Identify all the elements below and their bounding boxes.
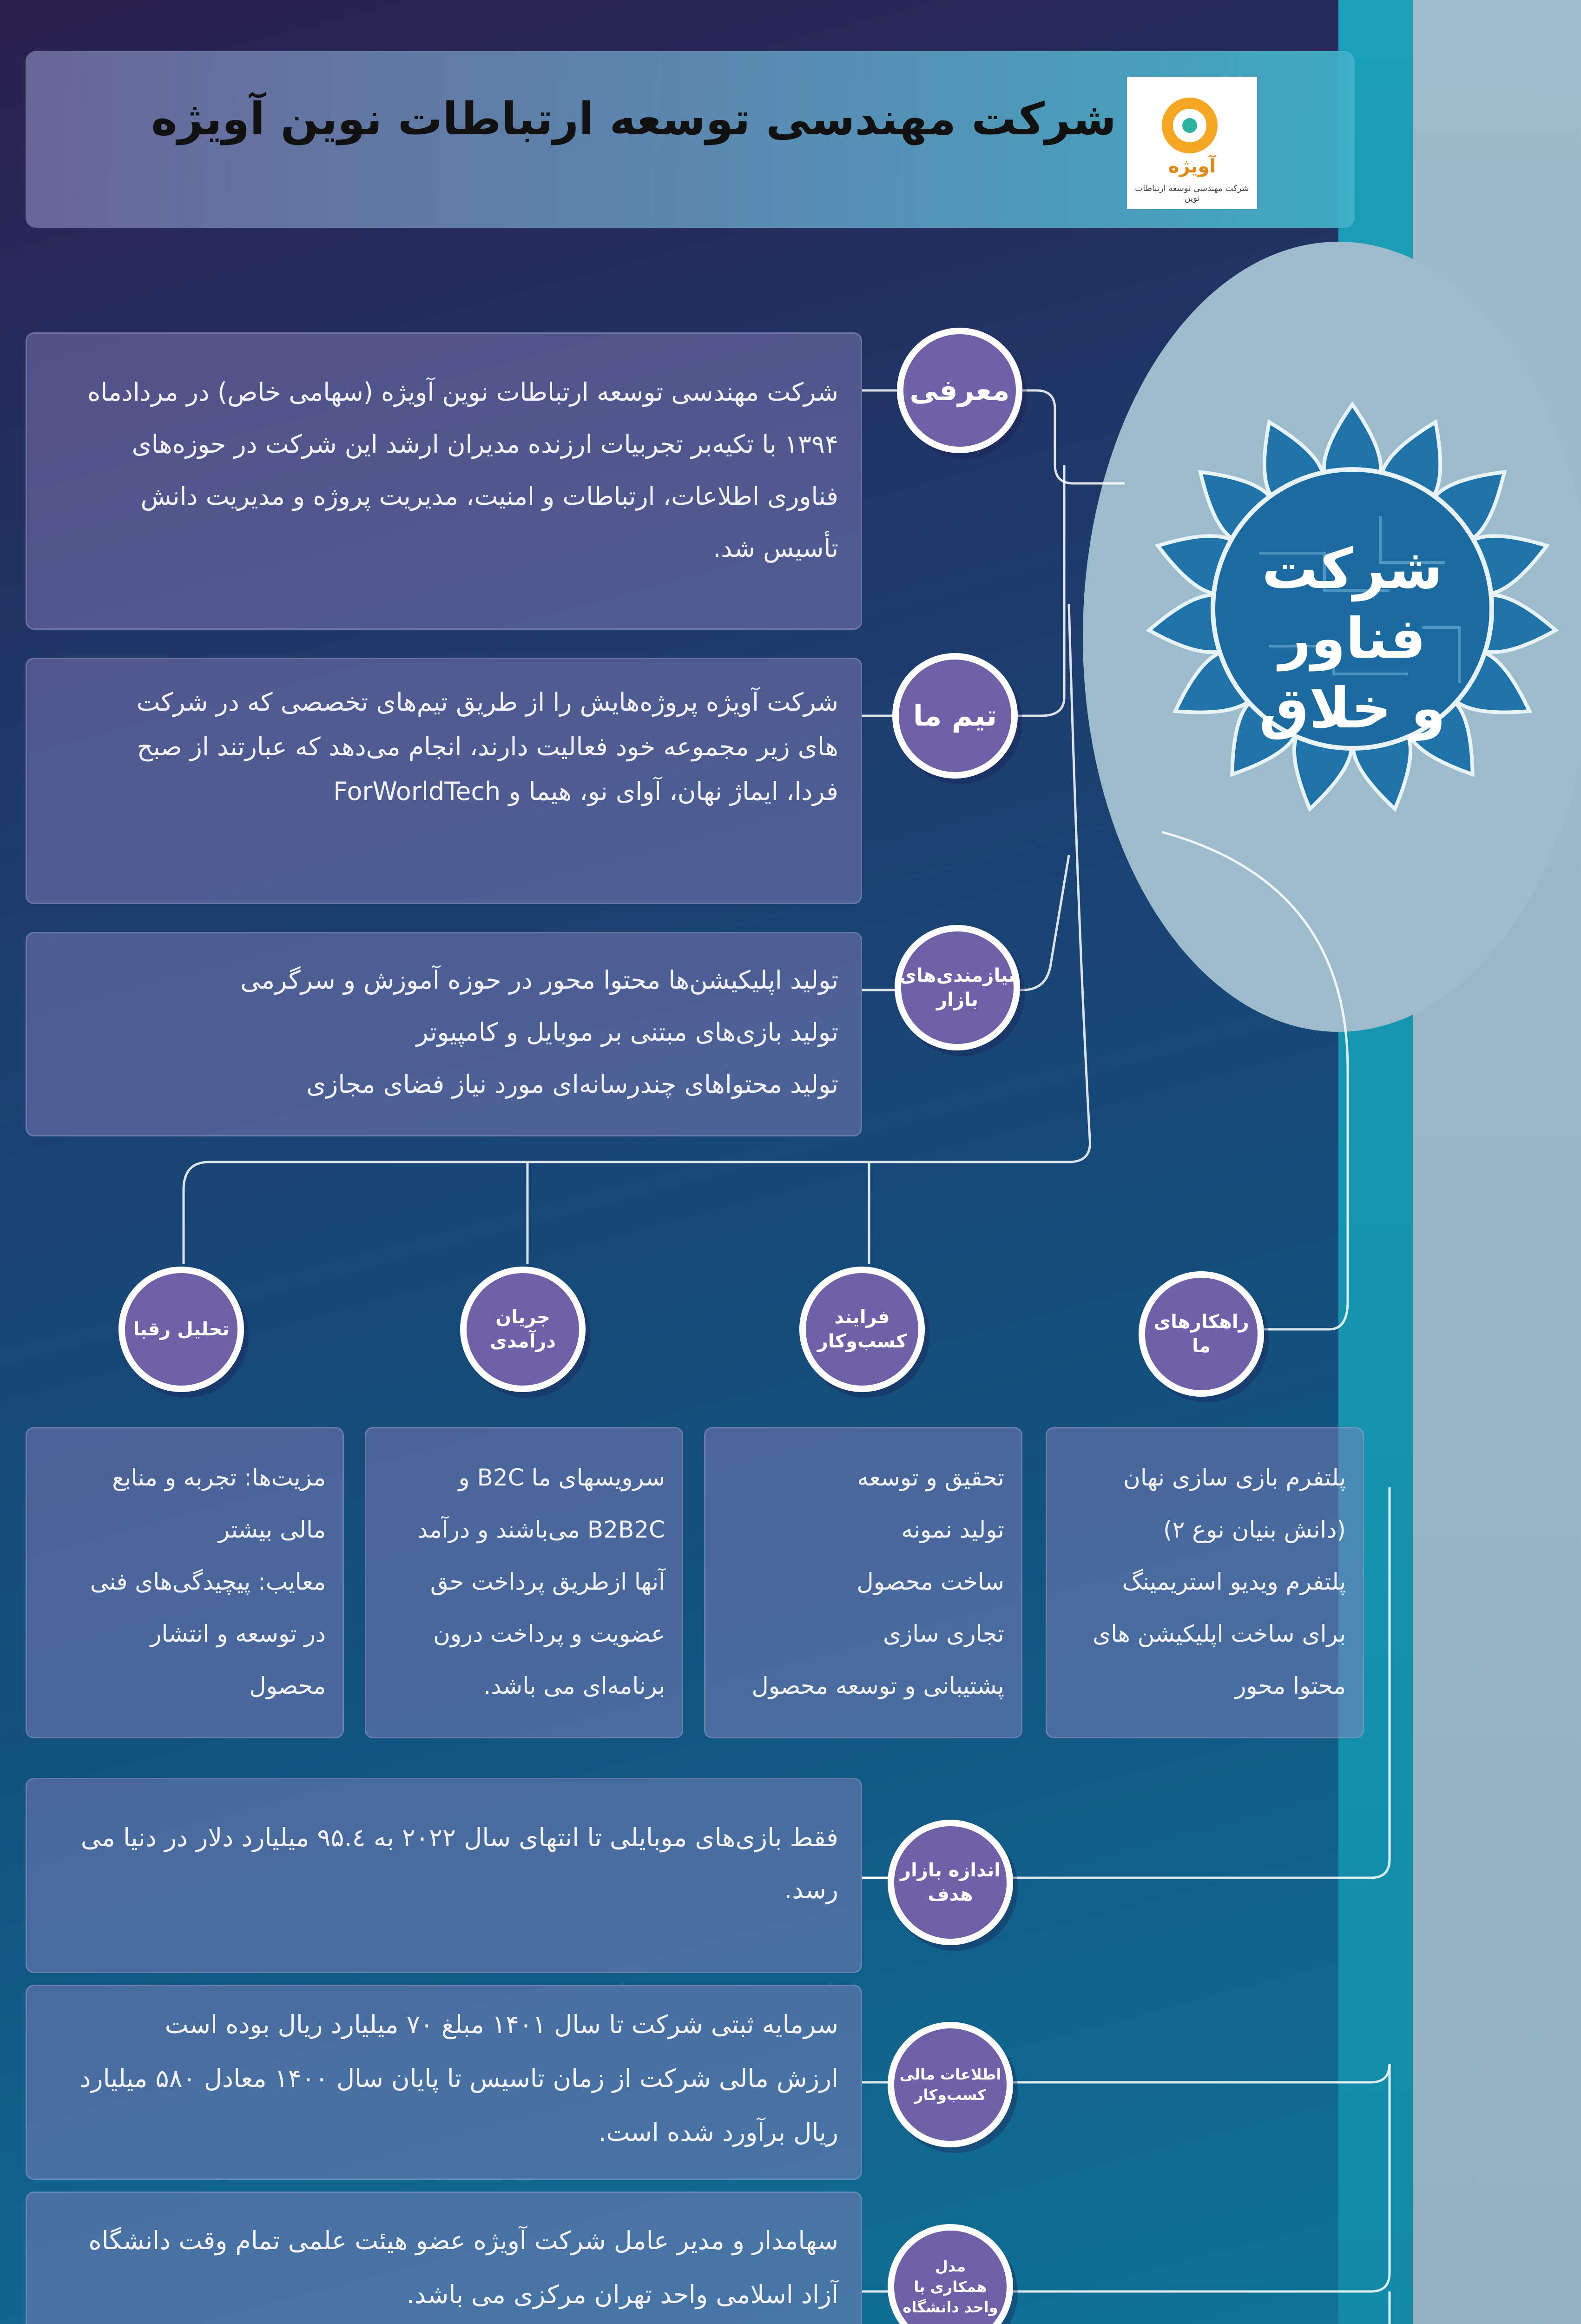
competitors-line: مالی بیشتر xyxy=(218,1516,326,1543)
market-needs-card xyxy=(26,932,862,1136)
revenue-title-2: درآمدی xyxy=(490,1331,556,1352)
financial-line: ریال برآورد شده است. xyxy=(598,2118,838,2147)
market-needs-title-2: بازار xyxy=(936,989,978,1010)
team-line: های زیر مجموعه خود فعالیت دارند، انجام می‌دهد که عبارتند از صبح xyxy=(137,732,838,761)
university-line: سهامدار و مدیر عامل شرکت آویژه عضو هیئت علمی تمام وقت دانشگاه xyxy=(88,2226,838,2255)
revenue-title-circle xyxy=(460,1267,586,1392)
financial-title-1: اطلاعات مالی xyxy=(899,2066,1001,2083)
center-badge-line1: شرکت فناور xyxy=(1262,537,1443,671)
intro-title-circle xyxy=(897,328,1022,453)
university-card xyxy=(26,2192,862,2324)
business-process-line: تولید نمونه xyxy=(901,1516,1004,1543)
financial-card xyxy=(26,1985,862,2180)
revenue-line: B2B2C می‌باشند و درآمد xyxy=(417,1516,665,1543)
revenue-title-1: جریان xyxy=(495,1307,550,1328)
competitors-line: محصول xyxy=(249,1672,326,1699)
team-line: فردا، ایماژ نهان، آوای نو، هیما و ForWorldTech xyxy=(333,777,838,806)
business-process-line: تحقیق و توسعه xyxy=(857,1464,1004,1491)
solutions-line: محتوا محور xyxy=(1235,1672,1346,1699)
business-process-title-circle xyxy=(799,1267,925,1392)
solutions-title-1: راهکارهای xyxy=(1153,1311,1249,1333)
center-badge-text xyxy=(1185,535,1520,744)
business-process-card xyxy=(704,1427,1022,1738)
business-process-line: پشتیبانی و توسعه محصول xyxy=(751,1672,1004,1699)
logo-ring-icon xyxy=(1162,98,1218,153)
business-process-title-2: کسب‌وکار xyxy=(817,1331,907,1352)
business-process-line: ساخت محصول xyxy=(856,1568,1004,1595)
company-logo-icon xyxy=(1127,77,1257,209)
revenue-line: سرویسهای ما B2C و xyxy=(458,1464,665,1491)
market-size-title-1: اندازه بازار xyxy=(900,1860,1001,1881)
solutions-line: پلتفرم ویدیو استریمینگ xyxy=(1122,1568,1346,1595)
university-title-1: مدل xyxy=(935,2258,966,2275)
solutions-card xyxy=(1046,1427,1364,1738)
team-title: تیم ما xyxy=(913,699,997,733)
intro-card xyxy=(26,332,862,630)
university-title-3: واحد دانشگاه xyxy=(902,2298,998,2316)
university-line: آزاد اسلامی واحد تهران مرکزی می باشد. xyxy=(406,2280,838,2309)
solutions-line: (دانش بنیان نوع ۲) xyxy=(1163,1516,1346,1543)
page-title: شرکت مهندسی توسعه ارتباطات نوین آویژه xyxy=(151,93,1116,145)
team-card xyxy=(26,658,862,904)
competitors-line: مزیت‌ها: تجربه و منابع xyxy=(112,1464,326,1491)
intro-line: ۱۳۹۴ با تکیه‌بر تجربیات ارزنده مدیران ارشد این شرکت در حوزه‌های xyxy=(132,429,838,459)
intro-line: تأسیس شد. xyxy=(713,534,838,563)
market-size-title-2: هدف xyxy=(928,1884,973,1905)
logo-name: آویژه xyxy=(1168,156,1216,177)
financial-title-2: کسب‌وکار xyxy=(915,2086,986,2104)
solutions-line: برای ساخت اپلیکیشن های xyxy=(1093,1620,1346,1647)
business-process-line: تجاری سازی xyxy=(883,1620,1004,1647)
market-needs-line: تولید بازی‌های مبتنی بر موبایل و کامپیوتر xyxy=(416,1017,838,1047)
solutions-title-circle xyxy=(1139,1271,1264,1397)
revenue-card xyxy=(365,1427,683,1738)
financial-line: ارزش مالی شرکت از زمان تاسیس تا پایان سال ۱۴۰۰ معادل ۵۸۰ میلیارد xyxy=(79,2064,838,2093)
market-needs-line: تولید اپلیکیشن‌ها محتوا محور در حوزه آموزش و سرگرمی xyxy=(240,965,838,995)
market-size-line: فقط بازی‌های موبایلی تا انتهای سال ۲۰۲۲ به ۹۵.٤ میلیارد دلار در دنیا می xyxy=(80,1823,838,1852)
logo-subtitle: شرکت مهندسی توسعه ارتباطات نوین xyxy=(1135,184,1249,203)
market-needs-title-circle xyxy=(895,925,1020,1050)
market-needs-line: تولید محتواهای چندرسانه‌ای مورد نیاز فضای مجازی xyxy=(306,1070,838,1099)
competitors-card xyxy=(26,1427,344,1738)
solutions-title-2: ما xyxy=(1192,1335,1211,1357)
solutions-line: پلتفرم بازی سازی نهان xyxy=(1123,1464,1346,1491)
university-title-2: همکاری با xyxy=(914,2278,987,2296)
market-size-card xyxy=(26,1778,862,1973)
team-title-circle xyxy=(892,653,1018,779)
business-process-title-1: فرایند xyxy=(834,1307,890,1328)
center-badge-line2: و خلاق xyxy=(1259,676,1446,741)
competitors-line: معایب: پیچیدگی‌های فنی xyxy=(90,1568,326,1595)
financial-line: سرمایه ثبتی شرکت تا سال ۱۴۰۱ مبلغ ۷۰ میلیارد ریال بوده است xyxy=(165,2010,838,2039)
revenue-line: برنامه‌ای می باشد. xyxy=(483,1672,665,1699)
financial-title-circle xyxy=(888,2022,1013,2147)
competitors-title: تحلیل رقبا xyxy=(133,1319,230,1340)
team-line: شرکت آویژه پروژه‌هایش را از طریق تیم‌های تخصصی که در شرکت xyxy=(136,687,838,717)
revenue-line: عضویت و پرداخت درون xyxy=(433,1620,665,1647)
competitors-line: در توسعه و انتشار xyxy=(150,1620,326,1647)
revenue-line: آنها ازطریق پرداخت حق xyxy=(430,1568,665,1595)
competitors-title-circle xyxy=(119,1267,244,1392)
market-size-title-circle xyxy=(888,1820,1013,1945)
intro-line: فناوری اطلاعات، ارتباطات و امنیت، مدیریت پروژه و مدیریت دانش xyxy=(140,482,838,511)
market-needs-title-1: نیازمندی‌های xyxy=(899,965,1015,986)
intro-title: معرفی xyxy=(909,373,1010,407)
market-size-line: رسد. xyxy=(784,1875,838,1904)
intro-line: شرکت مهندسی توسعه ارتباطات نوین آویژه (سهامی خاص) در مردادماه xyxy=(87,377,838,407)
